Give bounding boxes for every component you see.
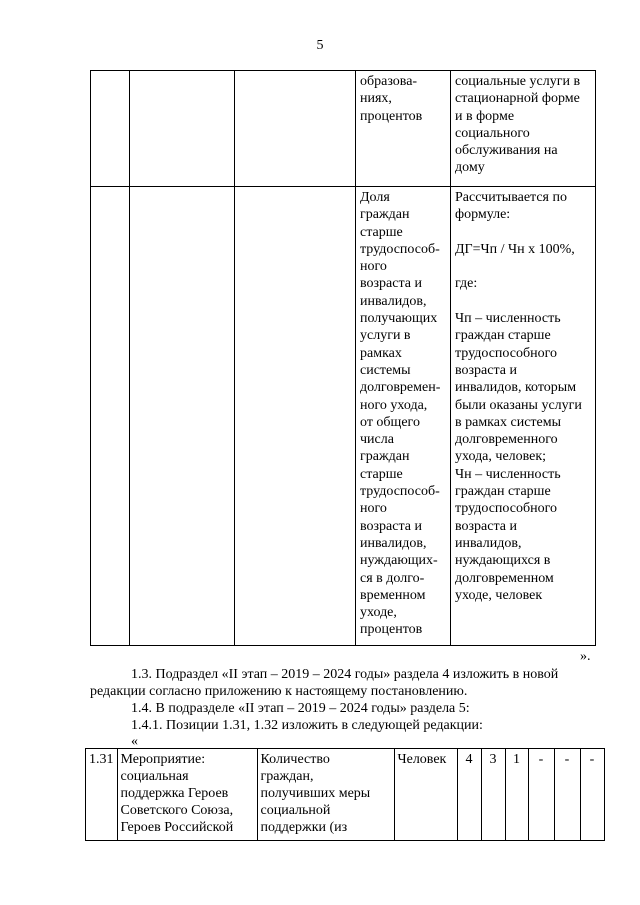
opening-quote: « [131, 734, 138, 749]
empty-cell [130, 71, 235, 187]
method-cell [451, 71, 596, 187]
value-cell: - [528, 749, 554, 841]
table-row [86, 749, 605, 841]
value-cell: - [580, 749, 604, 841]
page-number: 5 [316, 38, 324, 53]
table-row [91, 187, 596, 646]
value-cell: 4 [457, 749, 481, 841]
paragraph-1-4: 1.4. В подразделе «II этап – 2019 – 2024 годы» раздела 5: [131, 701, 470, 716]
method-cell [451, 187, 596, 646]
paragraph-1-3-line1: 1.3. Подраздел «II этап – 2019 – 2024 годы» раздела 4 изложить в новой [131, 667, 559, 682]
indicator-cell [356, 71, 451, 187]
empty-cell [91, 187, 130, 646]
unit-cell: Человек [394, 749, 457, 841]
empty-cell [235, 187, 356, 646]
value-cell: 3 [481, 749, 505, 841]
paragraph-1-3-line2: редакции согласно приложению к настоящему постановлению. [90, 684, 468, 699]
indicator-text: образова- ниях, процентов [360, 74, 423, 124]
empty-cell [235, 71, 356, 187]
bottom-table [85, 748, 605, 841]
indicator-cell: Количество граждан, получивших меры социальной поддержки (из [257, 749, 394, 841]
value-cell: 1 [505, 749, 528, 841]
closing-quote: ». [580, 649, 591, 664]
position-number: 1.31 [86, 749, 118, 841]
empty-cell [91, 71, 130, 187]
indicator-cell [356, 187, 451, 646]
empty-cell [130, 187, 235, 646]
method-text: Рассчитывается по формуле: ДГ=Чп / Чн x 100%, где: Чп – численность граждан старше трудоспособного возраста и инвалидов, которым были оказаны услуги в рамках системы долговременного ухода, человек; Чн – численность граждан старше трудоспособного возраста и инвалидов, нуждающихся в долговременном уходе, человек [455, 190, 582, 603]
value-cell: - [554, 749, 580, 841]
method-text: социальные услуги в стационарной форме и в форме социального обслуживания на дому [455, 74, 581, 176]
paragraph-1-4-1: 1.4.1. Позиции 1.31, 1.32 изложить в следующей редакции: [131, 718, 483, 733]
table-row [91, 71, 596, 187]
top-table [90, 70, 596, 646]
event-cell: Мероприятие: социальная поддержка Героев Советского Союза, Героев Российской [117, 749, 257, 841]
indicator-text: Доля граждан старше трудоспособ- ного возраста и инвалидов, получающих услуги в рамках системы долговремен- ного ухода, от общего числа граждан старше трудоспособ- ного возраста и инвалидов, нуждающих- ся в долго- временном уходе, процентов [360, 190, 441, 638]
